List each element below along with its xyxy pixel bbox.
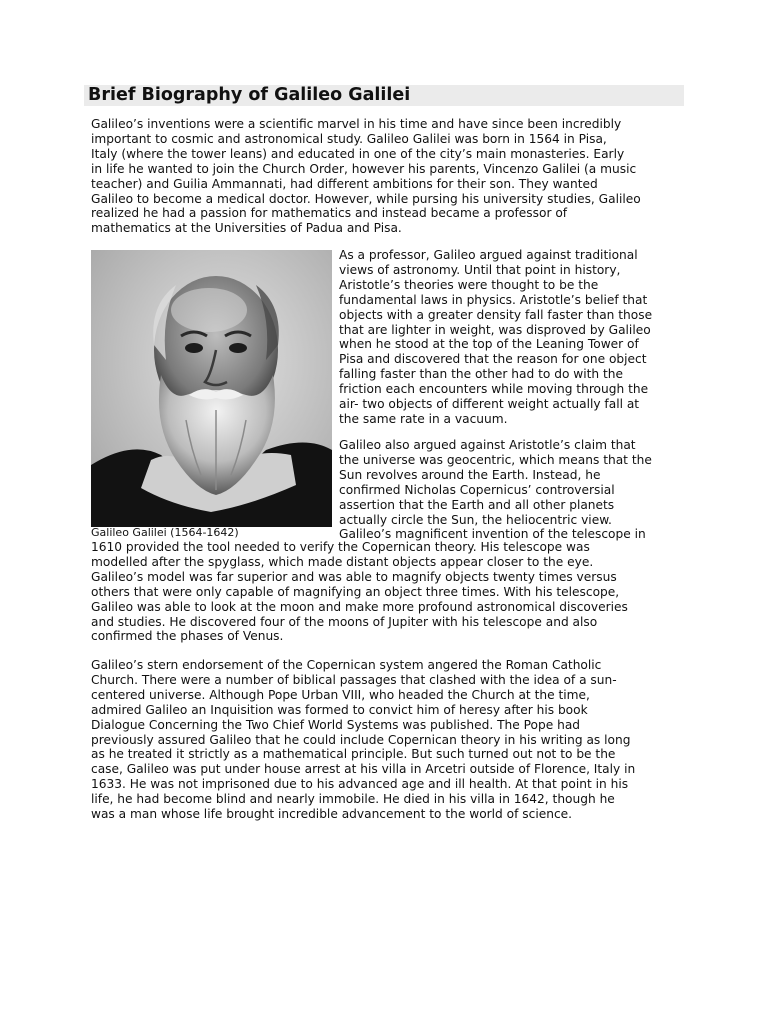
image-caption: Galileo Galilei (1564-1642) xyxy=(91,526,239,539)
text-line: others that were only capable of magnifying an object three times. With his telescope, xyxy=(91,584,620,599)
text-line: friction each encounters while moving through the xyxy=(339,382,649,397)
text-line: the same rate in a vacuum. xyxy=(339,411,508,426)
text-line: when he stood at the top of the Leaning Tower of xyxy=(339,337,639,352)
text-line: case, Galileo was put under house arrest at his villa in Arcetri outside of Florence, Italy in xyxy=(91,762,636,777)
text-line: confirmed Nicholas Copernicus’ controversial xyxy=(339,482,615,497)
text-line: admired Galileo an Inquisition was formed to convict him of heresy after his book xyxy=(91,702,588,717)
text-line: and studies. He discovered four of the moons of Jupiter with his telescope and also xyxy=(91,614,598,629)
text-line: Sun revolves around the Earth. Instead, he xyxy=(339,467,601,482)
text-line: that are lighter in weight, was disproved by Galileo xyxy=(339,322,651,337)
text-line: Galileo’s magnificent invention of the telescope in xyxy=(339,527,646,542)
text-line: air- two objects of different weight actually fall at xyxy=(339,397,640,412)
text-line: Galileo was able to look at the moon and make more profound astronomical discoveries xyxy=(91,599,628,614)
text-line: views of astronomy. Until that point in history, xyxy=(339,262,621,277)
text-line: Galileo’s model was far superior and was able to magnify objects twenty times versus xyxy=(91,569,617,584)
text-line: Galileo’s inventions were a scientific marvel in his time and have since been incredibly xyxy=(91,117,622,131)
text-line: in life he wanted to join the Church Order, however his parents, Vincenzo Galilei (a music xyxy=(91,161,637,176)
title-bar xyxy=(84,85,684,106)
text-line: confirmed the phases of Venus. xyxy=(91,629,284,644)
text-line: Galileo’s stern endorsement of the Copernican system angered the Roman Catholic xyxy=(91,658,602,672)
text-line: Galileo to become a medical doctor. However, while pursing his university studies, Galileo xyxy=(91,191,641,206)
text-line: was a man whose life brought incredible advancement to the world of science. xyxy=(91,807,573,822)
text-line: previously assured Galileo that he could include Copernican theory in his writing as long xyxy=(91,732,631,747)
text-line: Italy (where the tower leans) and educated in one of the city’s main monasteries. Early xyxy=(91,146,625,161)
paragraph-3 xyxy=(339,438,679,542)
text-line: realized he had a passion for mathematics and instead became a professor of xyxy=(91,206,568,221)
text-line: important to cosmic and astronomical study. Galileo Galilei was born in 1564 in Pisa, xyxy=(91,131,607,146)
text-line: Galileo also argued against Aristotle’s claim that xyxy=(339,438,636,452)
text-line: teacher) and Guilia Ammannati, had different ambitions for their son. They wanted xyxy=(91,176,598,191)
text-line: actually circle the Sun, the heliocentric view. xyxy=(339,512,612,527)
text-line: 1610 provided the tool needed to verify the Copernican theory. His telescope was xyxy=(91,540,590,554)
text-line: modelled after the spyglass, which made distant objects appear closer to the eye. xyxy=(91,554,594,569)
page-title: Brief Biography of Galileo Galilei xyxy=(88,85,411,105)
paragraph-2 xyxy=(339,248,679,427)
galileo-portrait xyxy=(91,250,332,527)
text-line: centered universe. Although Pope Urban VIII, who headed the Church at the time, xyxy=(91,687,590,702)
text-line: Aristotle’s theories were thought to be the xyxy=(339,277,599,292)
text-line: as he treated it strictly as a mathematical principle. But such turned out not to be the xyxy=(91,747,616,762)
text-line: As a professor, Galileo argued against traditional xyxy=(339,248,638,262)
text-line: 1633. He was not imprisoned due to his advanced age and ill health. At that point in his xyxy=(91,777,629,792)
text-line: life, he had become blind and nearly immobile. He died in his villa in 1642, though he xyxy=(91,792,615,807)
text-line: the universe was geocentric, which means that the xyxy=(339,452,652,467)
text-line: mathematics at the Universities of Padua and Pisa. xyxy=(91,221,402,236)
paragraph-1 xyxy=(91,117,681,236)
paragraph-5 xyxy=(91,658,681,822)
text-line: falling faster than the other had to do with the xyxy=(339,367,624,382)
text-line: fundamental laws in physics. Aristotle’s belief that xyxy=(339,292,648,307)
text-line: Dialogue Concerning the Two Chief World Systems was published. The Pope had xyxy=(91,717,581,732)
text-line: Pisa and discovered that the reason for one object xyxy=(339,352,647,367)
paragraph-4 xyxy=(91,540,681,644)
text-line: objects with a greater density fall faster than those xyxy=(339,307,653,322)
text-line: assertion that the Earth and all other planets xyxy=(339,497,615,512)
text-line: Church. There were a number of biblical passages that clashed with the idea of a sun- xyxy=(91,672,617,687)
